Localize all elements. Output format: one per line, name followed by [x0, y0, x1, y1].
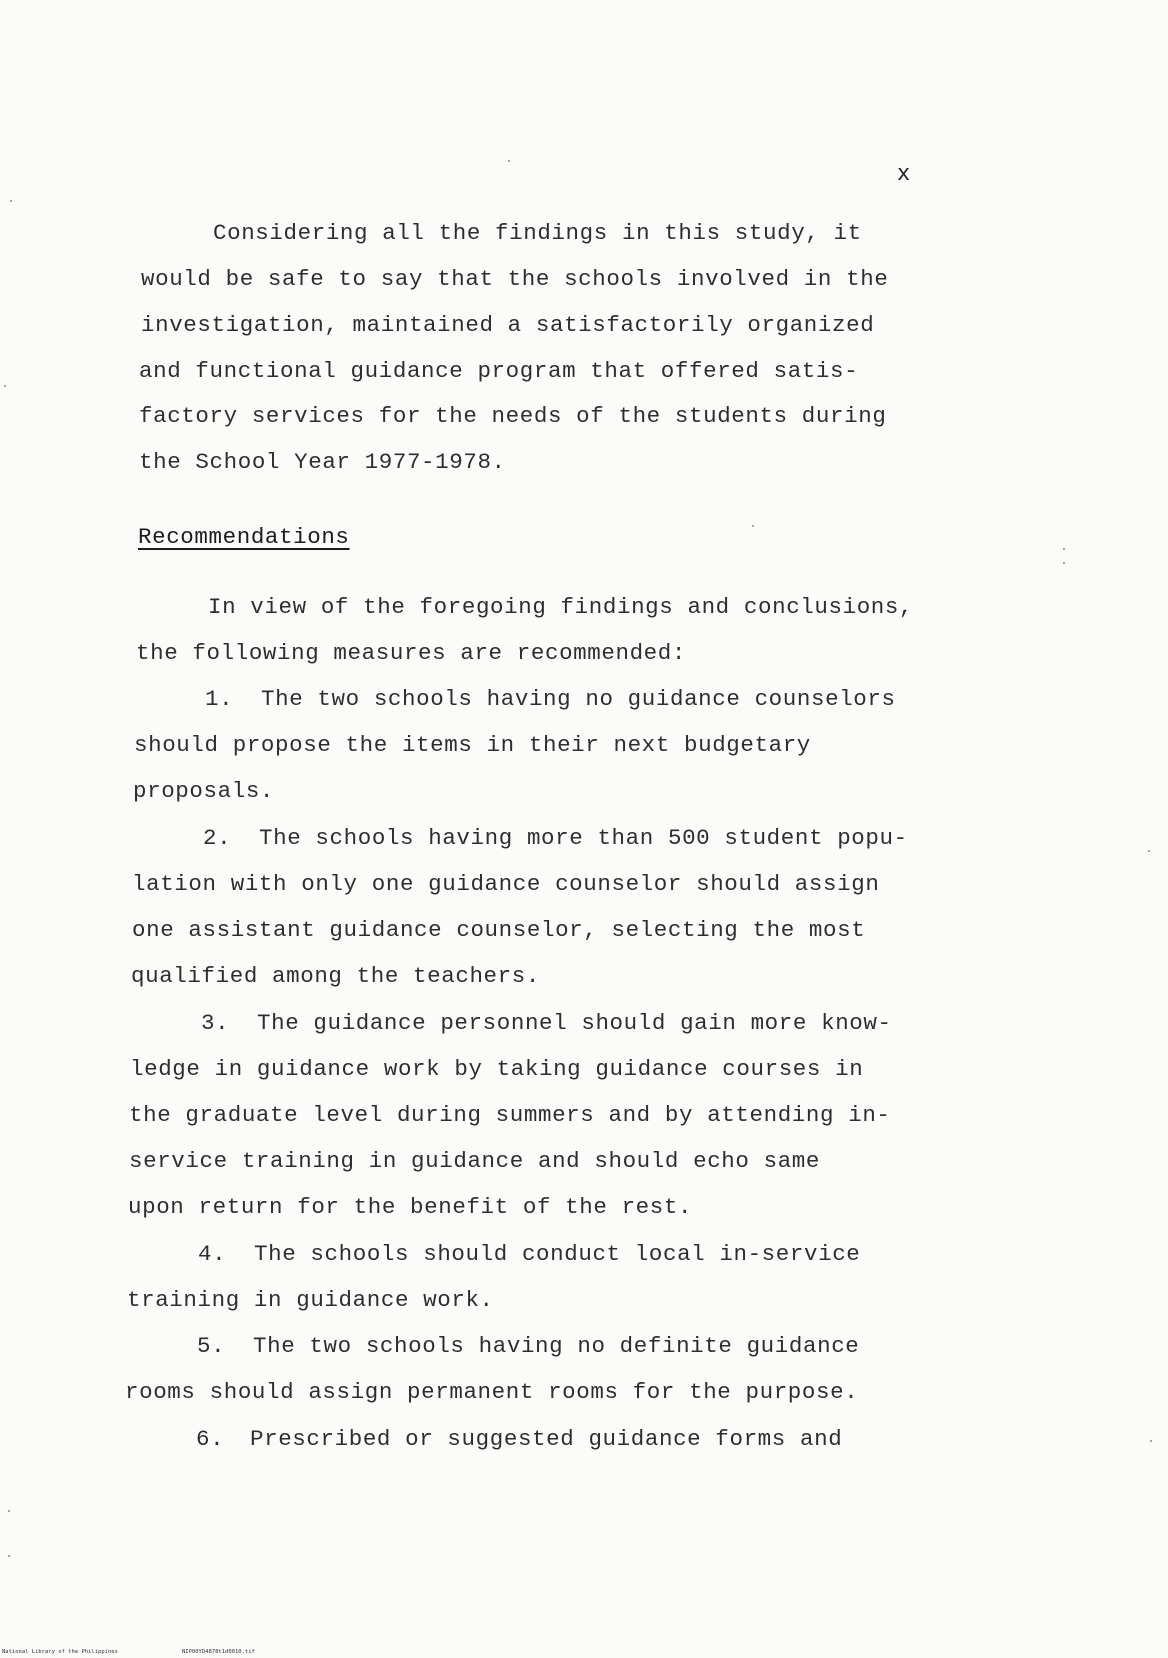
item-2-line-4: qualified among the teachers.	[131, 963, 540, 989]
item-4-line-2: training in guidance work.	[127, 1287, 494, 1313]
conclusion-line-3: investigation, maintained a satisfactorily organized	[141, 312, 875, 338]
item-3-line-3: the graduate level during summers and by attending in-	[129, 1102, 891, 1128]
scan-speck	[1150, 1440, 1152, 1442]
item-2-line-1: The schools having more than 500 student popu-	[259, 825, 908, 851]
scan-speck	[8, 1555, 10, 1557]
conclusion-line-4: and functional guidance program that offered satis-	[139, 358, 859, 384]
item-2-line-2: lation with only one guidance counselor should assign	[132, 871, 880, 897]
item-3-line-5: upon return for the benefit of the rest.	[128, 1194, 693, 1220]
scan-speck	[1063, 548, 1065, 550]
scan-speck	[10, 200, 12, 202]
item-5-line-1: The two schools having no definite guidance	[253, 1333, 860, 1359]
item-1-line-2: should propose the items in their next budgetary	[134, 732, 811, 758]
scan-speck	[1063, 562, 1065, 564]
item-2-line-3: one assistant guidance counselor, selecting the most	[132, 917, 866, 943]
scan-speck	[4, 385, 6, 387]
item-5-number: 5.	[197, 1333, 226, 1359]
scan-speck	[508, 160, 510, 162]
conclusion-line-2: would be safe to say that the schools involved in the	[141, 266, 889, 292]
item-1-number: 1.	[205, 686, 234, 712]
item-4-line-1: The schools should conduct local in-service	[254, 1241, 861, 1267]
item-5-line-2: rooms should assign permanent rooms for the purpose.	[125, 1379, 859, 1405]
item-6-line-1: Prescribed or suggested guidance forms and	[250, 1426, 843, 1452]
conclusion-line-5: factory services for the needs of the students during	[139, 403, 887, 429]
intro-line-2: the following measures are recommended:	[136, 640, 686, 666]
conclusion-line-1: Considering all the findings in this study, it	[213, 220, 862, 246]
page-number: x	[897, 162, 911, 187]
scan-speck	[752, 525, 754, 527]
footer-library-name: National Library of the Philippines	[2, 1649, 118, 1655]
item-2-number: 2.	[203, 825, 232, 851]
item-4-number: 4.	[198, 1241, 227, 1267]
footer-file-name: NIP00YD4878t1d0010.tif	[182, 1649, 255, 1655]
item-3-line-4: service training in guidance and should echo same	[129, 1148, 821, 1174]
item-3-number: 3.	[201, 1010, 230, 1036]
item-1-line-1: The two schools having no guidance counselors	[261, 686, 896, 712]
item-6-number: 6.	[196, 1426, 225, 1452]
item-3-line-1: The guidance personnel should gain more know-	[257, 1010, 892, 1036]
recommendations-heading: Recommendations	[138, 524, 350, 550]
item-3-line-2: ledge in guidance work by taking guidance courses in	[130, 1056, 864, 1082]
intro-line-1: In view of the foregoing findings and conclusions,	[208, 594, 914, 620]
conclusion-line-6: the School Year 1977-1978.	[139, 449, 506, 475]
scan-speck	[1148, 850, 1150, 852]
scan-speck	[8, 1510, 10, 1512]
item-1-line-3: proposals.	[133, 778, 275, 804]
